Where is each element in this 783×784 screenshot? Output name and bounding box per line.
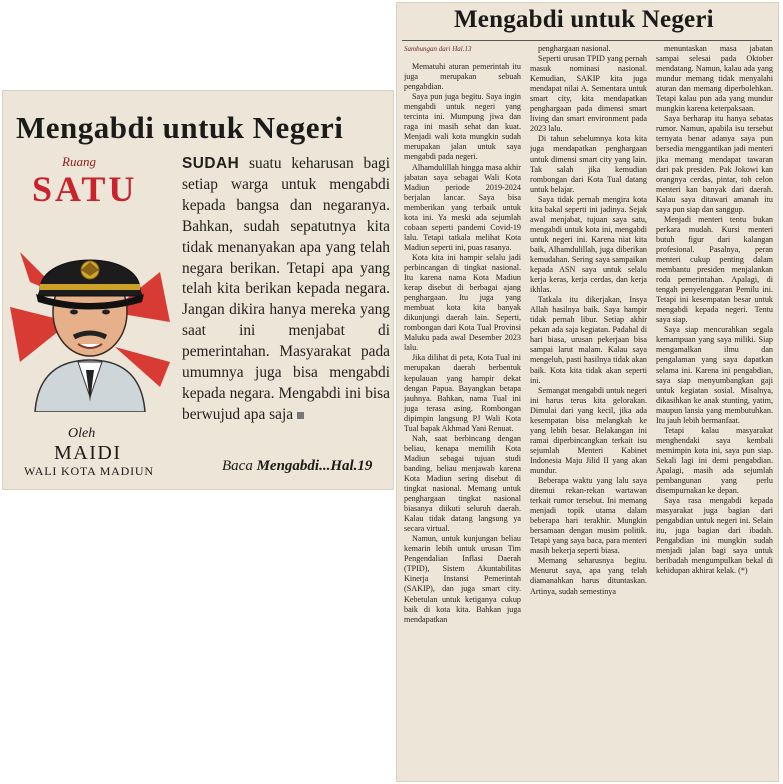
continue-reference [222,458,372,475]
paragraph: Alhamdulillah hingga masa akhir jabatan saya sebagai Wali Kota Madiun periode 2019-2024 berjalan lancar. Saya bisa memberikan yang terbaik untuk kota ini. Ya meski ada sejumlah cobaan seperti pandemi Covid-19 lalu. Tetapi tatkala melihat Kota Madiun seperti ini, puas rasanya. [404,162,521,252]
paragraph: Namun, untuk kunjungan beliau kemarin lebih untuk urusan Tim Pengendalian Inflasi Daerah (TPID), Sistem Akuntabilitas Kinerja Instansi Pemerintah (SAKIP), dan juga smart city. Kebetulan untuk ketiganya cukup baik di kota kita. Bahkan juga mendapatkan [404,534,521,624]
paragraph: Di tahun sebelumnya kota kita juga mendapatkan penghargaan untuk dimensi smart city yang lain. Tak salah jika kemudian rombongan dari Kota Tual datang untuk belajar. [530,134,647,194]
author-portrait-illustration [10,212,170,412]
end-of-paragraph-square-icon [297,412,304,419]
headline-rule [402,40,772,41]
paragraph: penghargaan nasional. [538,44,611,53]
continued-from-note: Sambungan dari Hal.13 [404,45,472,53]
garuda-cap-emblem-icon [81,261,99,279]
author-title: WALI KOTA MADIUN [24,464,154,478]
paragraph: Tetapi kalau masyarakat menghendaki saya kembali memimpin kota ini, saya pun siap. Sekali lagi ini demi pengabdian. Apalagi, masih ada sejumlah pembangunan yang perlu disempurnakan ke depan. [656,425,773,496]
author-name: MAIDI [54,442,122,464]
paragraph: Saya tidak pernah mengira kota kita bakal seperti ini jadinya. Sejak awal menjabat, tujuan saya satu, mengabdi untuk kota ini, mengabdi untuk negeri ini. Karena niat kita baik, Alhamdulillah, juga diberikan kemudahan. Sering saya sampaikan kepada ASN saya untuk selalu kerja keras, kerja cerdas, dan kerja ikhlas. [530,194,647,295]
paragraph: Kota kita ini hampir selalu jadi perbincangan di tingkat nasional. Itu karena nama Kota Madiun kerap disebut di berbagai ajang penghargaan. Itu juga yang membuat kota kita banyak dikunjungi daerah lain. Seperti, rombongan dari Kota Tual Provinsi Maluku pada awal Desember 2023 lalu. [404,252,521,353]
article-column-3 [656,44,773,778]
paragraph: Beberapa waktu yang lalu saya ditemui rekan-rekan wartawan terkait rumor tersebut. Ini memang menjadi topik utama dalam beberapa hari terakhir. Mungkin bersamaan dengan musim politik. Tetapi yang saya baca, para menteri masih bekerja seperti biasa. [530,476,647,556]
byline-prefix: Oleh [68,426,96,441]
front-body-text [182,154,390,426]
article-column-1 [404,44,521,778]
front-page-clipping [2,90,394,490]
paragraph: Tatkala itu dikerjakan, Insya Allah hasilnya baik. Saya hampir tidak pernah libur. Setiap akhir pekan ada saja kegiatan. Padahal di hari biasa, urusan pekerjaan bisa sampai larut malam. Kalau saya mengeluh, pasti hasilnya tidak akan baik. Kota kita tidak akan seperti ini. [530,295,647,385]
lead-paragraph: suatu keharusan bagi setiap warga untuk mengabdi kepada bangsa dan negaranya. Bahkan, sudah sepatutnya kita tidak menanyakan apa yang telah negara berikan. Tetapi apa yang telah kita berikan kepada negara. Jangan dikira hanya mereka yang saat ini menjabat di pemerintahan. Masyarakat pada umumnya juga bisa mengabdi kepada negara. Mengabdi ini bisa berwujud apa saja [182,155,390,423]
article-column-2 [530,44,647,778]
paragraph: Seperti urusan TPID yang pernah masuk nominasi nasional. Kemudian, SAKIP kita juga mendapat nilai A. Sementara untuk smart city, kita mendapatkan penghargaan pada dimensi smart living dan smart environment pada 2023 lalu. [530,54,647,134]
lead-word: SUDAH [182,155,240,172]
paragraph: Saya siap mencurahkan segala kemampuan yang saya miliki. Siap mengamalkan ilmu dan pengalaman yang saya dapatkan selama ini. Karena ini pengabdian, saya siap menyumbangkan gaji untuk kegiatan sosial. Misalnya, dikasihkan ke anak stunting, yatim, maupun lansia yang membutuhkan. Itu jauh lebih bermanfaat. [656,325,773,425]
paragraph: Semangat mengabdi untuk negeri ini harus terus kita gelorakan. Dimulai dari yang kecil, jika ada kesempatan bisa melangkah ke yang lebih besar. Belakangan ini ramai diperbincangkan terkait isu sejumlah Menteri Kabinet Indonesia Maju Jilid II yang akan mundur. [530,385,647,475]
paragraph: Mematuhi aturan pemerintah itu juga merupakan sebuah pengabdian. [404,62,521,92]
continue-target: Mengabdi...Hal.19 [256,458,373,474]
article-columns [404,44,772,778]
paragraph: Nah, saat berbincang dengan beliau, kenapa memilih Kota Madiun sebagai tujuan studi banding, beliau menjawab karena Kota Madiun sering disebut di tingkat nasional. Memang untuk penghargaan tingkat nasional biasanya diikuti seluruh daerah. Kalau tidak datang langsung ya secara virtual. [404,433,521,534]
paragraph: Menjadi menteri tentu bukan perkara mudah. Kursi menteri butuh figur dari kalangan profesional. Pasalnya, peran menteri cukup penting dalam membantu presiden menjalankan roda pemerintahan. Apalagi, di tengah penyelenggaran Pemilu ini. Tetapi ini kesempatan besar untuk mengabdi kepada negeri. Tentu saya siap. [656,214,773,325]
paragraph: Saya rasa mengabdi kepada masyarakat juga bagian dari pengabdian untuk negeri ini. Selain itu, juga bagian dari ibadah. Pengabdian ini mungkin sudah menjadi jalan bagi saya untuk beribadah mengumpulkan bekal di kehidupan akhirat kelak. (*) [656,496,773,576]
paragraph: Memang seharusnya begitu. Menurut saya, apa yang telah diamanahkan harus dituntaskan. Artinya, sudah semestinya [530,556,647,596]
paragraph: Saya berharap itu hanya sebatas rumor. Namun, apabila isu tersebut ternyata benar adanya saya pun bersedia menggantikan jadi menteri jika memang mendapat tawaran dari pak presiden. Pak Jokowi kan orangnya cerdas, pintar, toh celon menteri kan banyak dari daerah. Kalau saya ditawari amanah itu saya pun siap dan sanggup. [656,114,773,214]
continue-prefix: Baca [222,458,257,474]
rubric-label-big: SATU [32,169,138,209]
front-headline: Mengabdi untuk Negeri [16,110,344,145]
continuation-clipping [396,2,779,782]
rubric-label-small: Ruang [62,154,96,169]
paragraph: Saya pun juga begitu. Saya ingin mengabdi untuk negeri yang tercinta ini. Mumpung jiwa dan raga ini masih sehat dan kuat. Menjadi wali kota mungkin sudah merupakan jalan untuk saya mengabdi pada negeri. [404,92,521,162]
continuation-headline: Mengabdi untuk Negeri [454,6,714,33]
paragraph: menuntaskan masa jabatan sampai selesai pada Oktober mendatang. Namun, kalau ada yang mundur memang tidak menyalahi aturan dan memang diperbolehkan. Tetapi kalau pun ada yang mundur mungkin karena keterpaksaan. [656,44,773,114]
paragraph: Jika dilihat di peta, Kota Tual ini merupakan daerah berbentuk kepulauan yang hampir dekat dengan Papua. Bayangkan betapa jauhnya. Bahkan, nama Tual ini juga terasa asing. Rombongan dipimpin langsung PJ Wali Kota Tual bapak Akhmad Yani Renuat. [404,353,521,433]
